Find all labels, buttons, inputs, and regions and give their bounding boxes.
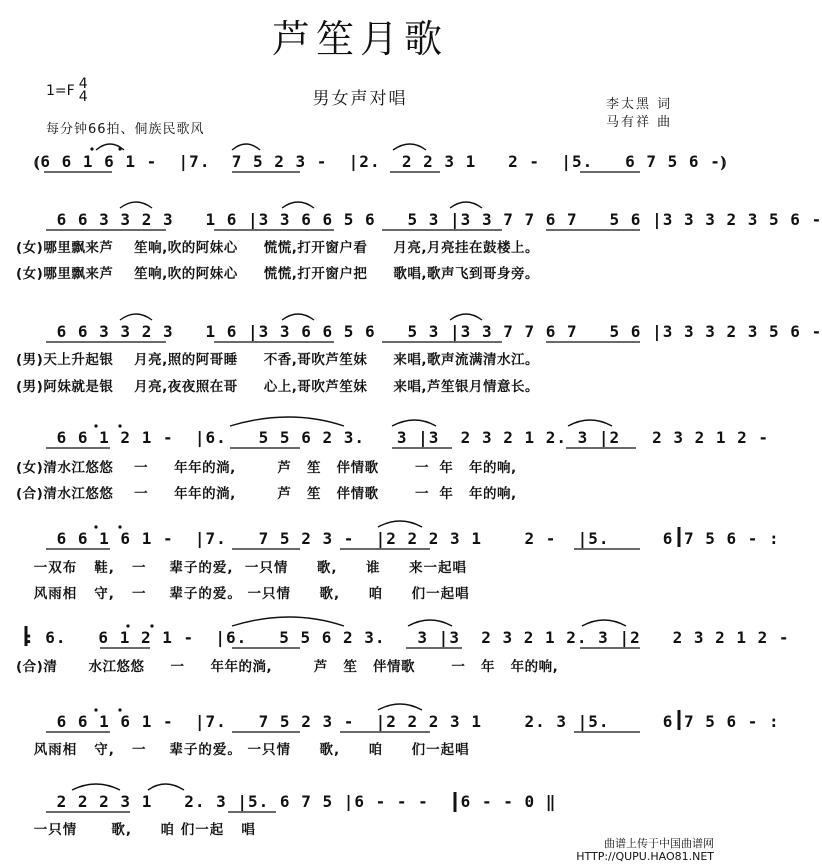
lyric-line: (合)清水江悠悠 一 年年的淌, 芦 笙 伴情歌 一 年 年的响,: [16, 486, 517, 502]
score-line-6-notes: : 6. 6 1 2 1 - |6. 5 5 6 2 3. 3 |3 2 3 2 1 2. 3 |2 2 3 2 1 2 -: [24, 628, 790, 647]
lyric-line: 一双布 鞋, 一 辈子的爱, 一只情 歌, 谁 来一起唱: [28, 560, 467, 576]
lyric-line: (男)天上升起银 月亮,照的阿哥睡 不香,哥吹芦笙妹 来唱,歌声流满清水江。: [16, 352, 540, 368]
tempo-marking: 每分钟66拍、侗族民歌风: [46, 122, 205, 137]
key-signature: [46, 78, 88, 104]
song-subtitle: 男女声对唱: [312, 89, 408, 109]
lyric-line: (女)哪里飘来芦 笙响,吹的阿妹心 慌慌,打开窗户看 月亮,月亮挂在鼓楼上。: [16, 240, 540, 256]
time-signature: [79, 78, 88, 104]
time-bottom: 4: [78, 89, 88, 105]
score-line-3-notes: 6 6 3 3 2 3 1 6 |3 3 6 6 5 6 5 3 |3 3 7 7 6 7 5 6 |3 3 3 2 3 5 6 -: [46, 322, 822, 341]
lyric-line: (男)阿妹就是银 月亮,夜夜照在哥 心上,哥吹芦笙妹 来唱,芦笙银月情意长。: [16, 379, 540, 395]
key-label: 1=F: [46, 83, 75, 99]
score-line-8-notes: 2 2 2 3 1 2. 3 |5. 6 7 5 |6 - - - |6 - - 0 ‖: [46, 792, 557, 811]
watermark-line-1: 曲谱上传于中国曲谱网: [604, 837, 714, 850]
lyric-line: 风雨相 守, 一 辈子的爱。 一只情 歌, 咱 们一起唱: [28, 586, 470, 602]
lyric-line: (女)清水江悠悠 一 年年的淌, 芦 笙 伴情歌 一 年 年的响,: [16, 460, 517, 476]
lyric-line: (合)清 水江悠悠 一 年年的淌, 芦 笙 伴情歌 一 年 年的响,: [16, 659, 559, 675]
lyric-line: 一只情 歌, 咱 们一起 唱: [28, 822, 256, 838]
composer-credit: 马有祥 曲: [606, 115, 673, 130]
lyric-line: (女)哪里飘来芦 笙响,吹的阿妹心 慌慌,打开窗户把 歌唱,歌声飞到哥身旁。: [16, 266, 540, 282]
time-top: 4: [78, 76, 88, 92]
score-line-7-notes: 6 6 1 6 1 - |7. 7 5 2 3 - |2 2 2 3 1 2. 3 |5. 6 7 5 6 - :: [46, 712, 780, 731]
lyricist-credit: 李太黑 词: [606, 97, 673, 112]
song-title: 芦笙月歌: [271, 17, 448, 61]
lyric-line: 风雨相 守, 一 辈子的爱。 一只情 歌, 咱 们一起唱: [28, 742, 470, 758]
score-line-1-notes: ⦅6 6 1 6 1 - |7. 7 5 2 3 - |2. 2 2 3 1 2 - |5. 6 7 5 6 -⦆: [34, 152, 728, 171]
score-line-2-notes: 6 6 3 3 2 3 1 6 |3 3 6 6 5 6 5 3 |3 3 7 7 6 7 5 6 |3 3 3 2 3 5 6 -: [46, 210, 822, 229]
site-watermark: [576, 837, 714, 863]
watermark-line-2: HTTP://QUPU.HAO81.NET: [576, 850, 714, 863]
score-line-5-notes: 6 6 1 6 1 - |7. 7 5 2 3 - |2 2 2 3 1 2 - |5. 6 7 5 6 - :: [46, 529, 780, 548]
score-line-4-notes: 6 6 1 2 1 - |6. 5 5 6 2 3. 3 |3 2 3 2 1 2. 3 |2 2 3 2 1 2 -: [46, 428, 770, 447]
